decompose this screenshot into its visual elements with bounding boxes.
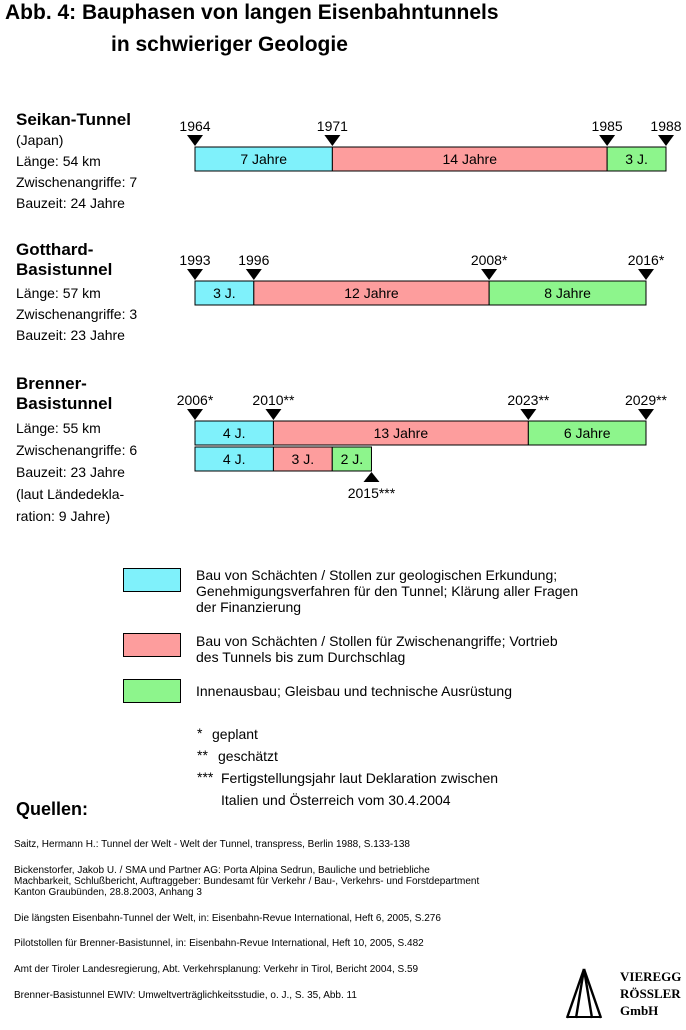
- note-planned-symbol: *: [197, 725, 203, 741]
- legend-swatch-phase1: [123, 568, 181, 592]
- gotthard-info-attacks: Zwischenangriffe: 3: [16, 306, 138, 322]
- legend-swatch-phase2: [123, 633, 181, 657]
- brenner-info-declaration-1: (laut Ländedekla-: [16, 486, 125, 502]
- note-completion-text-2: Italien und Österreich vom 30.4.2004: [221, 792, 451, 808]
- seikan-info-duration: Bauzeit: 24 Jahre: [16, 195, 125, 211]
- year-label: 2015***: [347, 485, 396, 501]
- legend-phase3-line1: Innenausbau; Gleisbau und technische Ausrüstung: [196, 683, 513, 699]
- legend-phase2-line1: Bau von Schächten / Stollen für Zwischenangriffe; Vortrieb: [196, 633, 558, 649]
- brenner-info-attacks: Zwischenangriffe: 6: [16, 442, 138, 458]
- year-label: 1996: [238, 252, 270, 268]
- year-label: 1964: [179, 118, 211, 134]
- phase-bar-label: 7 Jahre: [240, 151, 288, 167]
- year-marker: [187, 135, 203, 146]
- note-estimated-text: geschätzt: [218, 748, 278, 764]
- year-label: 2029**: [624, 392, 668, 408]
- legend-phase1-line2: Genehmigungsverfahren für den Tunnel; Klärung aller Fragen: [196, 583, 579, 599]
- legend-swatch-phase3: [123, 679, 181, 703]
- legend-phase1-line1: Bau von Schächten / Stollen zur geologischen Erkundung;: [196, 567, 558, 583]
- seikan-title: Seikan-Tunnel: [16, 110, 131, 129]
- phase-bar-label: 2 J.: [340, 451, 364, 467]
- seikan-info-country: (Japan): [16, 132, 64, 148]
- brenner-title-line1: Brenner-: [16, 374, 87, 393]
- phase-bar-label: 8 Jahre: [544, 285, 591, 301]
- year-label: 1985: [591, 118, 623, 134]
- source-item: Amt der Tiroler Landesregierung, Abt. Verkehrsplanung: Verkehr in Tirol, Bericht 2004, S.59: [14, 964, 419, 975]
- year-marker: [324, 135, 340, 146]
- source-item: Pilotstollen für Brenner-Basistunnel, in: Eisenbahn-Revue International, Heft 10, 2005, S.482: [14, 938, 424, 949]
- phase-bar-label: 12 Jahre: [344, 285, 399, 301]
- year-marker: [658, 135, 674, 146]
- source-item: Saitz, Hermann H.: Tunnel der Welt - Welt der Tunnel, transpress, Berlin 1988, S.133-138: [14, 839, 410, 850]
- note-planned-text: geplant: [212, 726, 258, 742]
- phase-bar-label: 3 J.: [625, 151, 648, 167]
- brenner-info-duration: Bauzeit: 23 Jahre: [16, 464, 125, 480]
- phase-bar-label: 3 J.: [291, 451, 315, 467]
- year-marker: [187, 269, 203, 280]
- year-marker: [187, 409, 203, 420]
- logo-line1: VIEREGG: [620, 969, 682, 984]
- phase-bar-label: 13 Jahre: [373, 425, 429, 441]
- legend-text-phase1: [196, 567, 578, 615]
- year-label: 1988: [650, 118, 682, 134]
- note-estimated-symbol: **: [197, 747, 208, 763]
- brenner-title-line2: Basistunnel: [16, 394, 113, 413]
- year-label: 2023**: [507, 392, 550, 408]
- note-completion-symbol: ***: [197, 769, 214, 785]
- brenner-info-length: Länge: 55 km: [16, 420, 101, 436]
- legend-text-phase3: [196, 683, 512, 699]
- year-marker: [246, 269, 262, 280]
- source-item: Machbarkeit, Schlußbericht, Auftraggeber: Bundesamt für Verkehr / Bau-, Verkehrs- und Forstdepartment: [14, 876, 480, 887]
- sources-heading: Quellen:: [16, 799, 89, 819]
- logo-line2: RÖSSLER: [620, 986, 681, 1001]
- year-label: 1993: [179, 252, 211, 268]
- year-marker: [638, 269, 654, 280]
- phase-bar-label: 6 Jahre: [563, 425, 611, 441]
- source-item: Brenner-Basistunnel EWIV: Umweltverträglichkeitsstudie, o. J., S. 35, Abb. 11: [14, 990, 357, 1001]
- phase-bar-label: 4 J.: [222, 451, 246, 467]
- source-item: Bickenstorfer, Jakob U. / SMA und Partner AG: Porta Alpina Sedrun, Bauliche und betriebliche: [14, 865, 430, 876]
- logo-tracks-icon: [567, 969, 601, 1018]
- brenner-info-declaration-2: ration: 9 Jahre): [16, 508, 111, 524]
- year-label: 2010**: [252, 392, 295, 408]
- logo-line3: GmbH: [620, 1003, 659, 1018]
- phase-bar-label: 14 Jahre: [442, 151, 497, 167]
- year-label: 2008*: [470, 252, 508, 268]
- year-marker: [481, 269, 497, 280]
- legend-phase1-line3: der Finanzierung: [196, 599, 302, 615]
- year-marker: [638, 409, 654, 420]
- source-item: Kanton Graubünden, 28.8.2003, Anhang 3: [14, 887, 202, 898]
- phase-bar-label: 4 J.: [222, 425, 246, 441]
- year-label: 2016*: [627, 252, 665, 268]
- gotthard-info-duration: Bauzeit: 23 Jahre: [16, 327, 125, 343]
- seikan-info-length: Länge: 54 km: [16, 153, 101, 169]
- vieregg-roessler-logo: [564, 966, 684, 1022]
- legend-phase2-line2: des Tunnels bis zum Durchschlag: [196, 649, 406, 665]
- figure-title-line1: Abb. 4: Bauphasen von langen Eisenbahntunnels: [5, 1, 499, 24]
- year-marker: [599, 135, 615, 146]
- phase-bar-label: 3 J.: [213, 285, 236, 301]
- figure-title-line2: in schwieriger Geologie: [111, 33, 348, 56]
- year-label: 2006*: [176, 392, 214, 408]
- year-marker: [520, 409, 536, 420]
- note-completion-text: Fertigstellungsjahr laut Deklaration zwischen: [221, 770, 499, 786]
- year-marker: [363, 472, 379, 482]
- legend-text-phase2: [196, 633, 558, 665]
- gotthard-title-line2: Basistunnel: [16, 260, 113, 279]
- year-marker: [265, 409, 281, 420]
- gotthard-info-length: Länge: 57 km: [16, 285, 101, 301]
- source-item: Die längsten Eisenbahn-Tunnel der Welt, in: Eisenbahn-Revue International, Heft 6, 2005, S.276: [14, 913, 441, 924]
- year-label: 1971: [316, 118, 348, 134]
- gotthard-title-line1: Gotthard-: [16, 240, 94, 259]
- seikan-info-attacks: Zwischenangriffe: 7: [16, 174, 138, 190]
